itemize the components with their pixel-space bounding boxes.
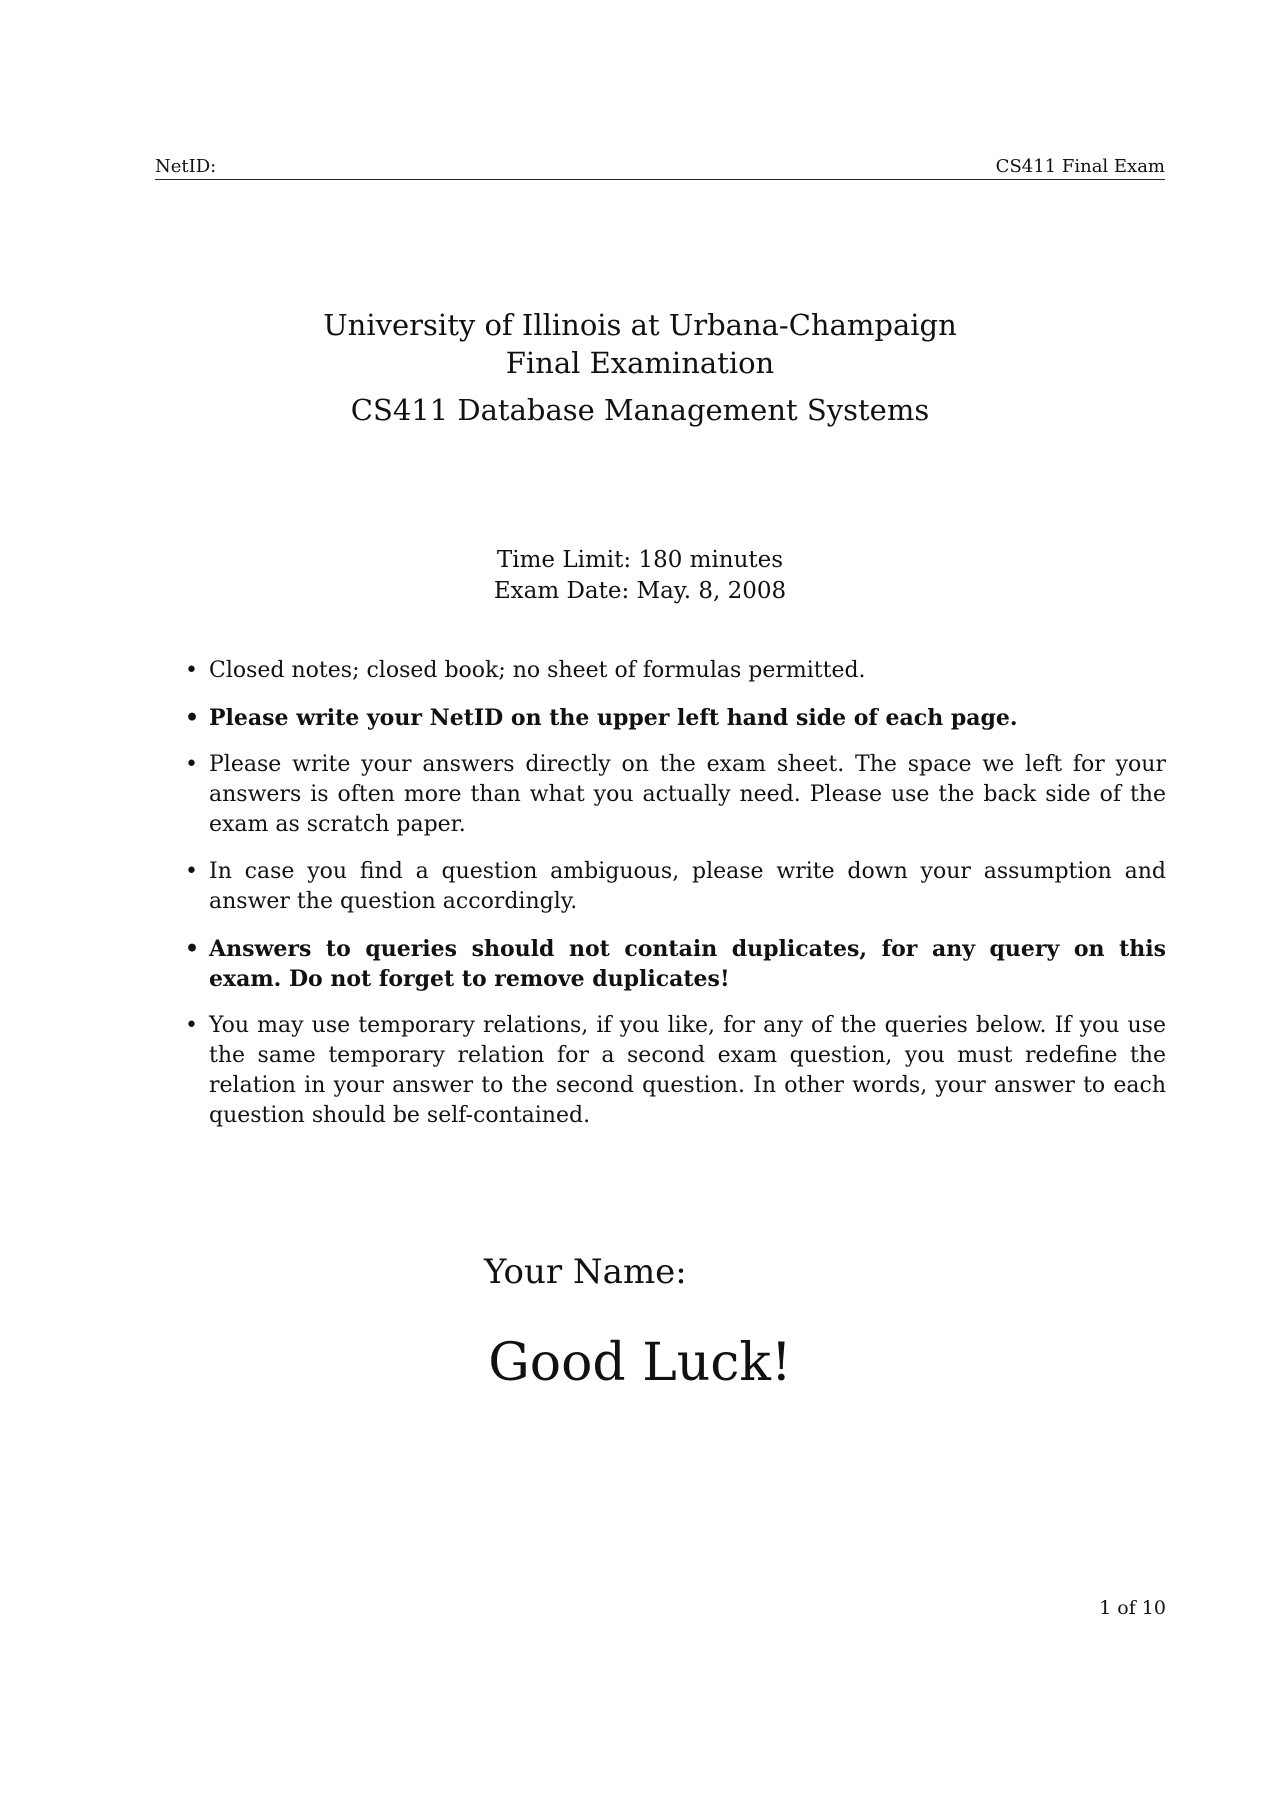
instructions-list (180, 656, 1166, 1148)
page-number: 1 of 10 (1099, 1597, 1166, 1619)
running-header (155, 150, 1165, 180)
exam-meta (0, 545, 1280, 607)
bullet-icon: • (185, 936, 200, 962)
instruction-item (180, 703, 1166, 733)
exam-type: Final Examination (505, 346, 775, 380)
title-block (0, 306, 1280, 429)
bullet-icon: • (185, 658, 198, 683)
course-exam-label: CS411 Final Exam (995, 156, 1165, 177)
bullet-icon: • (185, 859, 198, 884)
instruction-text: You may use temporary relations, if you like, for any of the queries below. If you use the same temporary relation for a second exam question, you must redefine the relation in your answer to the second question. In other words, your answer to each question should be self-contained. (209, 1013, 1166, 1128)
your-name-label: Your Name: (484, 1252, 687, 1292)
bullet-icon: • (185, 752, 198, 777)
instruction-text: Please write your answers directly on the exam sheet. The space we left for your answers is often more than what you actually need. Please use the back side of the exam as scratch paper. (209, 752, 1166, 837)
good-luck-closing: Good Luck! (488, 1333, 792, 1393)
course-title: CS411 Database Management Systems (350, 393, 930, 427)
instruction-item (180, 750, 1166, 840)
instruction-text: Please write your NetID on the upper left hand side of each page. (209, 705, 1018, 731)
instruction-text: Answers to queries should not contain duplicates, for any query on this exam. Do not forget to remove duplicates! (209, 936, 1166, 992)
netid-label: NetID: (155, 156, 217, 177)
exam-date: Exam Date: May. 8, 2008 (493, 578, 787, 604)
instruction-item (180, 1011, 1166, 1131)
instruction-text: In case you find a question ambiguous, please write down your assumption and answer the question accordingly. (209, 859, 1166, 914)
instruction-item (180, 857, 1166, 917)
instruction-text: Closed notes; closed book; no sheet of formulas permitted. (209, 658, 866, 683)
instruction-item (180, 656, 1166, 686)
bullet-icon: • (185, 705, 200, 731)
university-name: University of Illinois at Urbana-Champaign (323, 308, 957, 342)
time-limit: Time Limit: 180 minutes (496, 547, 784, 573)
instruction-item (180, 934, 1166, 994)
bullet-icon: • (185, 1013, 198, 1038)
